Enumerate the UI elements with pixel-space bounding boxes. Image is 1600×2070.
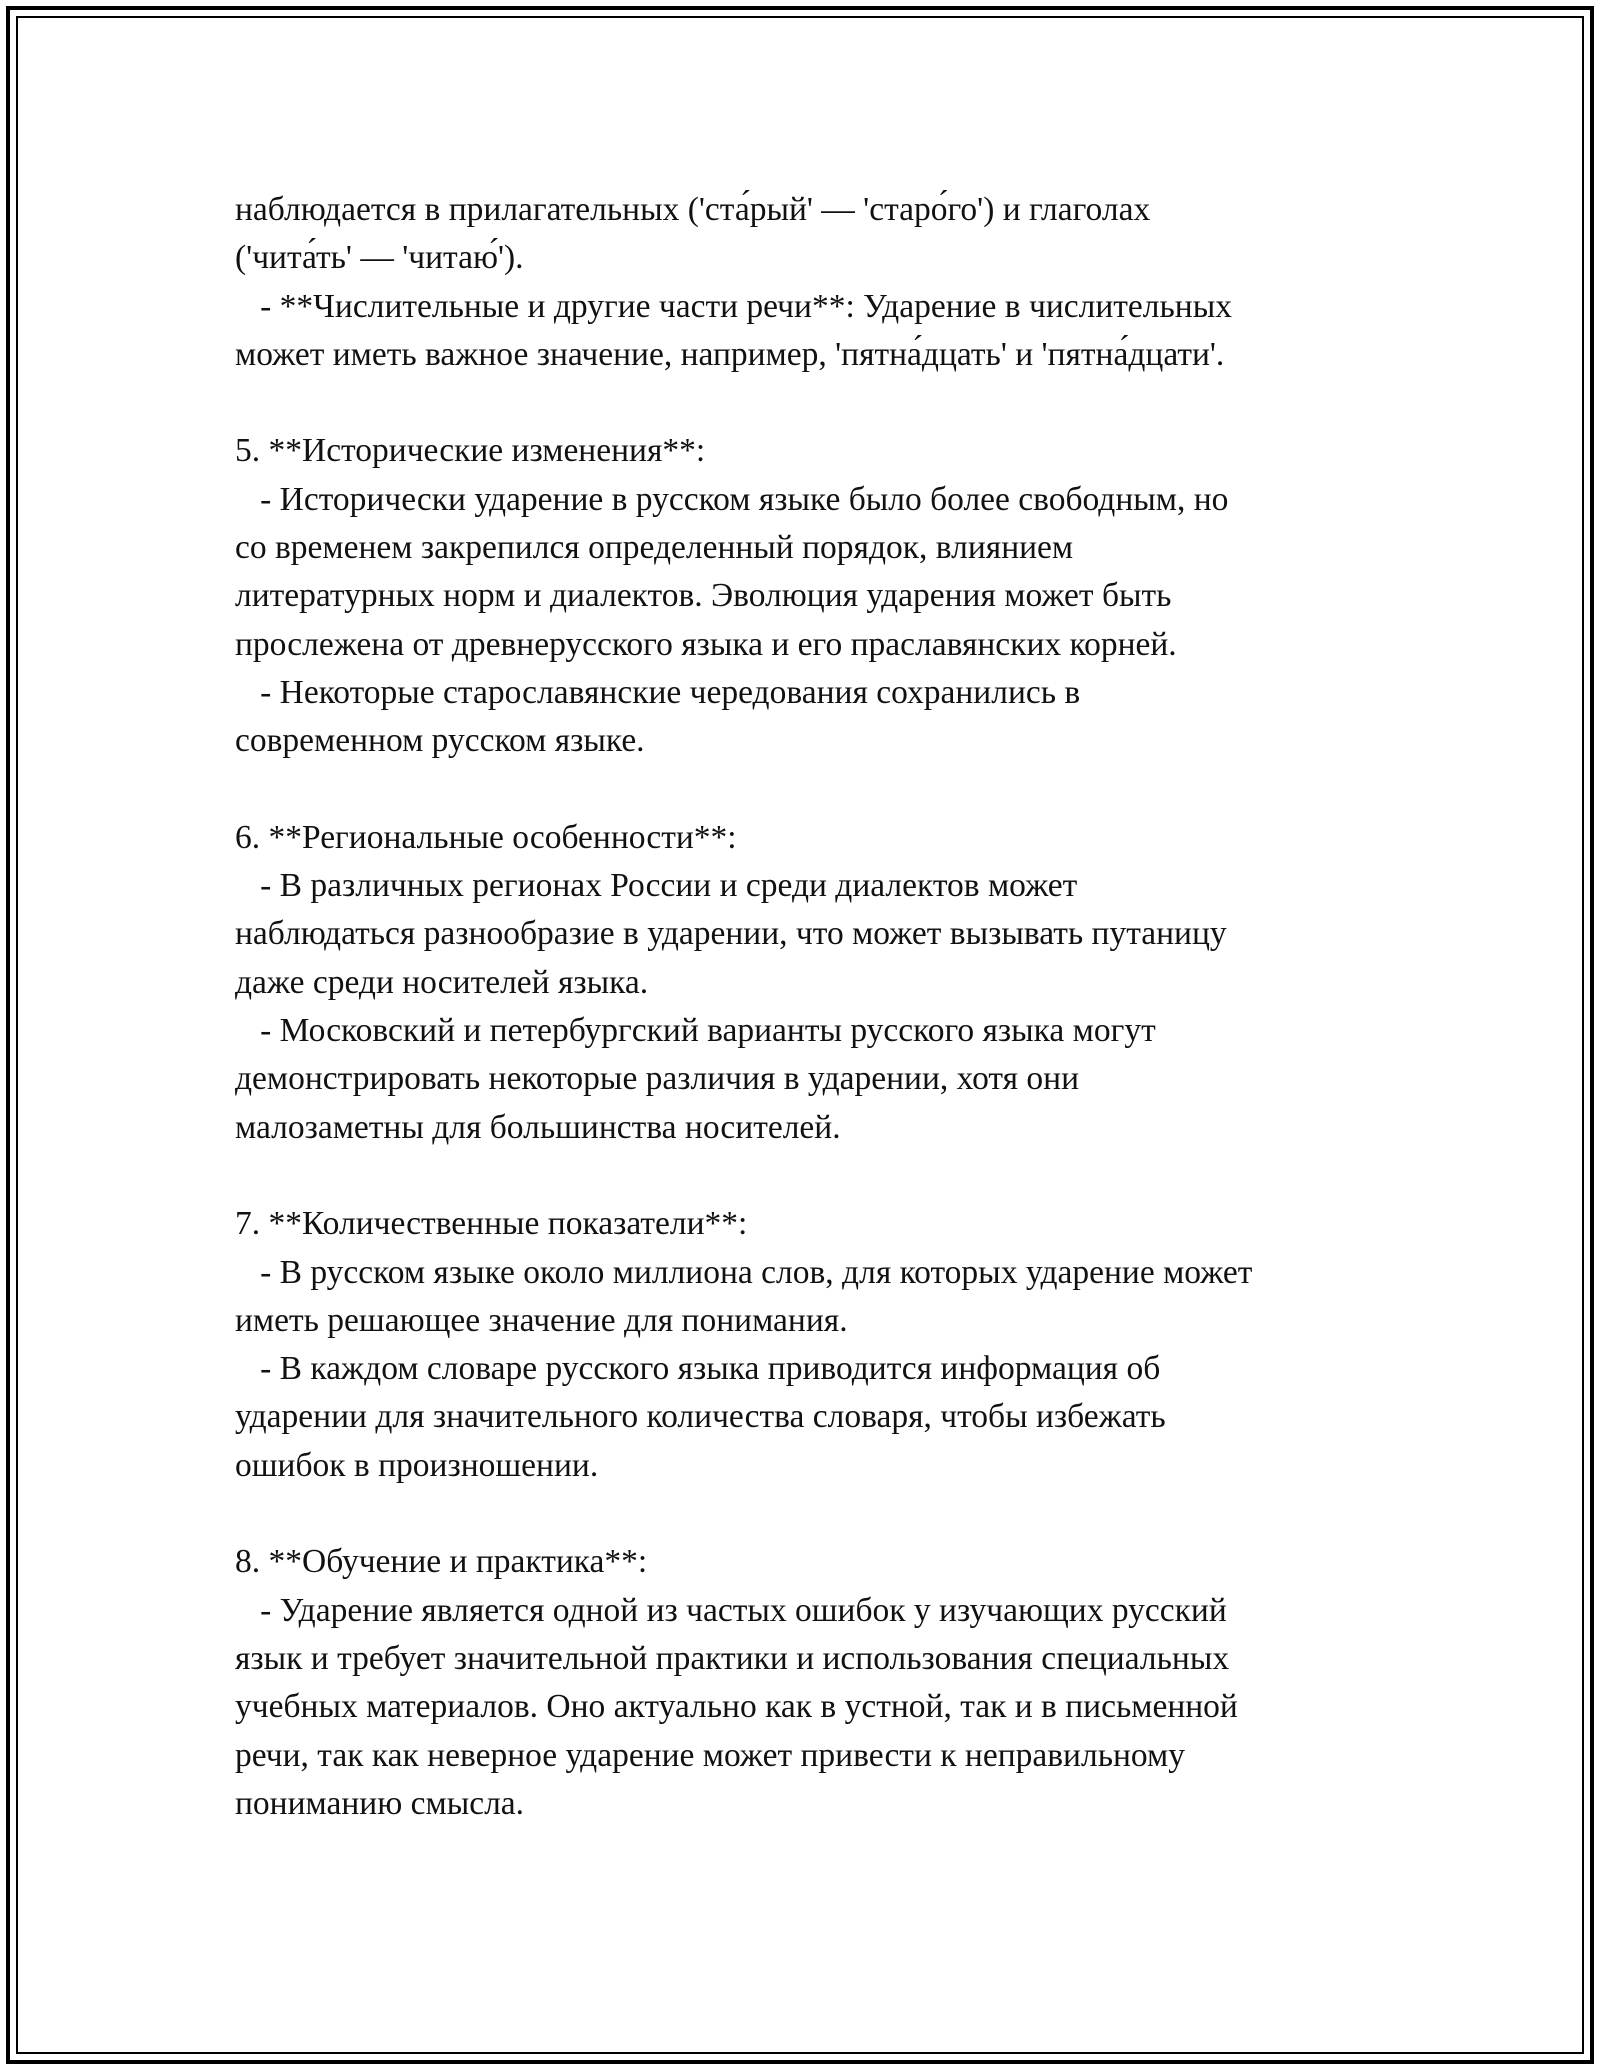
text-line: малозаметны для большинства носителей. xyxy=(235,1108,841,1146)
text-line: ошибок в произношении. xyxy=(235,1446,599,1484)
text-line: наблюдаться разнообразие в ударении, что может вызывать путаницу xyxy=(235,915,1227,953)
blank-line xyxy=(235,766,1395,814)
text-line: демонстрировать некоторые различия в ударении, хотя они xyxy=(235,1060,1080,1098)
text-line: может иметь важное значение, например, 'пятна́дцать' и 'пятна́дцати'. xyxy=(235,335,1225,373)
text-line: пониманию смысла. xyxy=(235,1784,525,1822)
document-body xyxy=(235,186,1395,1828)
text-line: речи, так как неверное ударение может привести к неправильному xyxy=(235,1736,1185,1774)
text-line: литературных норм и диалектов. Эволюция ударения может быть xyxy=(235,577,1172,615)
blank-line xyxy=(235,1490,1395,1538)
text-line: - В различных регионах России и среди диалектов может xyxy=(235,867,1078,905)
text-line: - Исторически ударение в русском языке было более свободным, но xyxy=(235,480,1229,518)
text-line: со временем закрепился определенный порядок, влиянием xyxy=(235,529,1074,567)
blank-line xyxy=(235,1152,1395,1200)
text-line: - **Числительные и другие части речи**: Ударение в числительных xyxy=(235,287,1232,325)
text-line: ('чита́ть' — 'читаю́'). xyxy=(235,239,524,277)
text-line: - Ударение является одной из частых ошибок у изучающих русский xyxy=(235,1591,1227,1629)
section-heading-8: 8. **Обучение и практика**: xyxy=(235,1543,648,1581)
text-line: - В русском языке около миллиона слов, для которых ударение может xyxy=(235,1253,1253,1291)
blank-line xyxy=(235,379,1395,427)
text-line: иметь решающее значение для понимания. xyxy=(235,1301,848,1339)
text-line: современном русском языке. xyxy=(235,722,645,760)
section-heading-6: 6. **Региональные особенности**: xyxy=(235,818,737,856)
text-line: язык и требует значительной практики и использования специальных xyxy=(235,1639,1230,1677)
text-line: прослежена от древнерусского языка и его праславянских корней. xyxy=(235,625,1177,663)
text-line: даже среди носителей языка. xyxy=(235,963,649,1001)
text-line: - Московский и петербургский варианты русского языка могут xyxy=(235,1012,1156,1050)
text-line: наблюдается в прилагательных ('ста́рый' — 'старо́го') и глаголах xyxy=(235,191,1151,228)
section-heading-5: 5. **Исторические изменения**: xyxy=(235,432,706,470)
text-line: учебных материалов. Оно актуально как в устной, так и в письменной xyxy=(235,1688,1238,1726)
section-heading-7: 7. **Количественные показатели**: xyxy=(235,1205,748,1243)
text-line: - В каждом словаре русского языка приводится информация об xyxy=(235,1350,1161,1388)
text-line: - Некоторые старославянские чередования сохранились в xyxy=(235,673,1081,711)
text-line: ударении для значительного количества словаря, чтобы избежать xyxy=(235,1398,1166,1436)
